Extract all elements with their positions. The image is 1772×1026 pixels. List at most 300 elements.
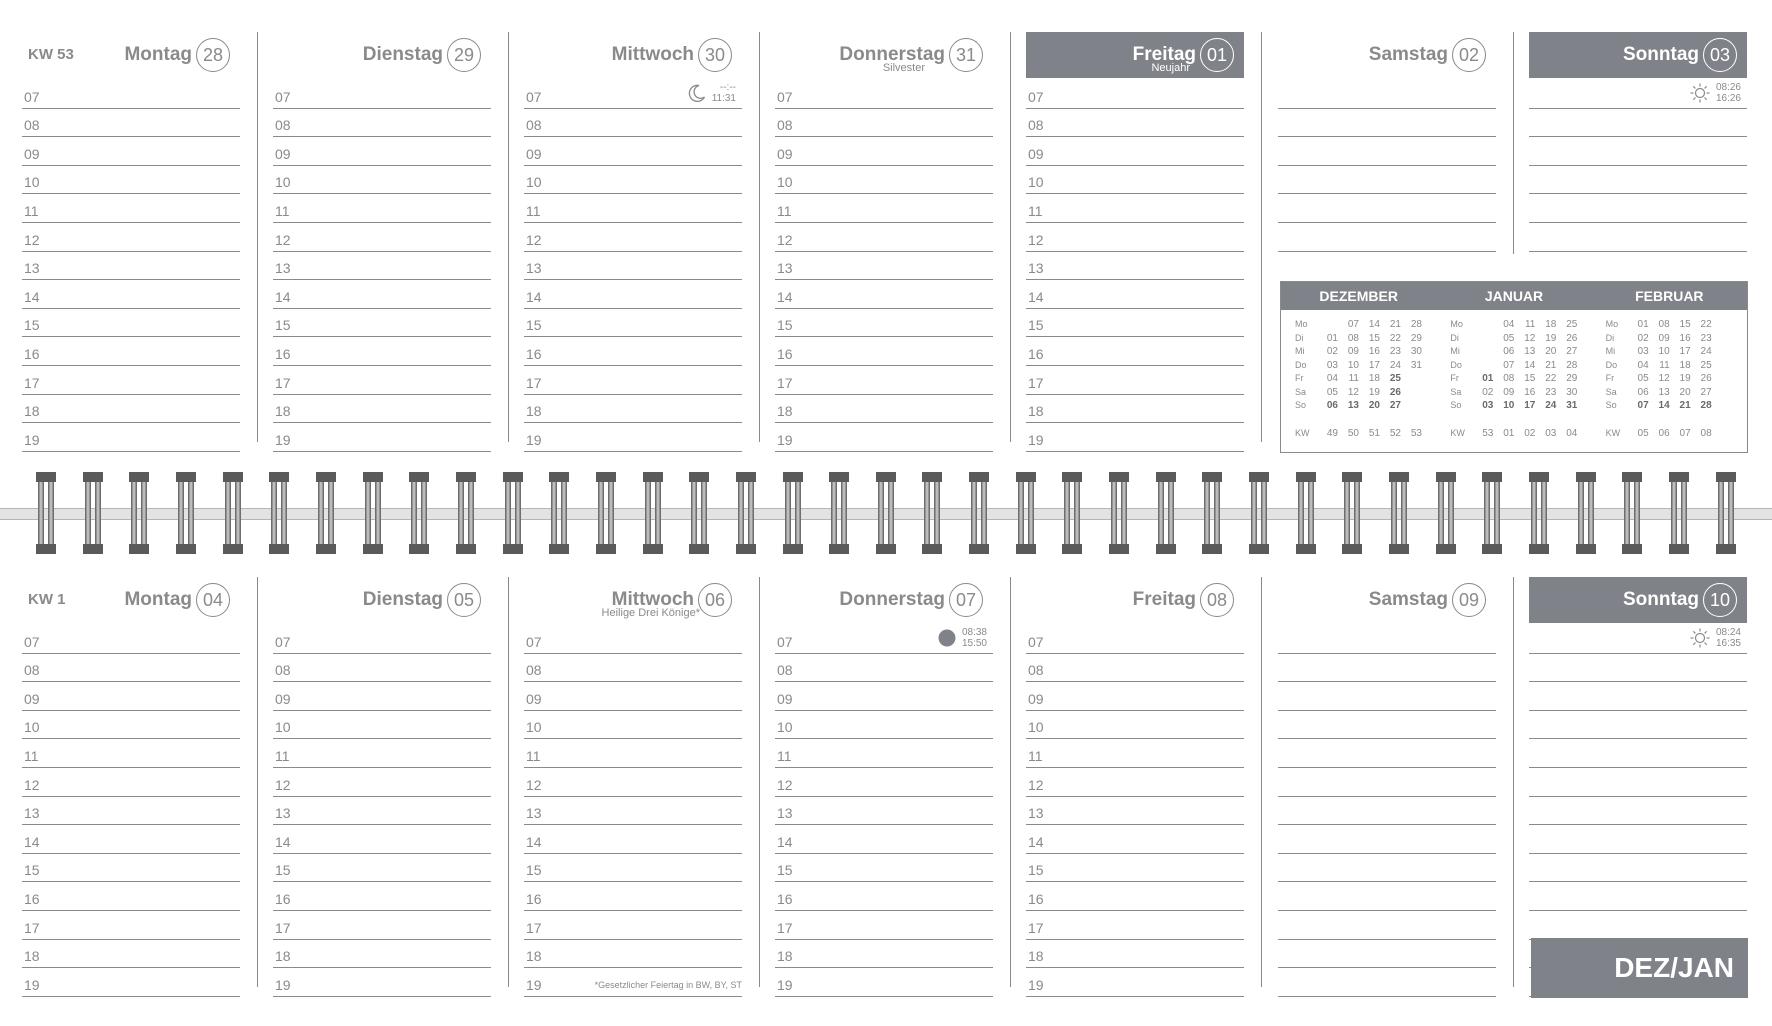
day-header bbox=[22, 32, 240, 78]
hour-line[interactable] bbox=[1026, 423, 1244, 452]
hour-line[interactable] bbox=[22, 223, 240, 252]
hour-label: 12 bbox=[777, 776, 793, 793]
hour-line[interactable] bbox=[1529, 194, 1747, 223]
hour-line[interactable] bbox=[273, 252, 491, 281]
hour-line[interactable] bbox=[775, 137, 993, 166]
hour-label: 17 bbox=[24, 919, 40, 936]
hour-line[interactable] bbox=[22, 768, 240, 797]
hour-label: 11 bbox=[526, 747, 541, 764]
day-column-freitag bbox=[1026, 32, 1244, 452]
hour-line[interactable] bbox=[1026, 166, 1244, 195]
hour-line[interactable] bbox=[22, 854, 240, 883]
hour-line[interactable] bbox=[524, 854, 742, 883]
hour-line[interactable] bbox=[22, 337, 240, 366]
date-cell: 14 bbox=[1524, 359, 1536, 371]
hour-line[interactable] bbox=[524, 309, 742, 338]
hour-line[interactable] bbox=[1278, 739, 1496, 768]
day-number: 07 bbox=[949, 583, 983, 617]
hour-line[interactable] bbox=[273, 940, 491, 969]
hour-label: 09 bbox=[526, 145, 542, 162]
hour-line[interactable] bbox=[1529, 882, 1747, 911]
hour-line[interactable] bbox=[775, 80, 993, 109]
hour-line[interactable] bbox=[1529, 768, 1747, 797]
hour-line[interactable] bbox=[273, 280, 491, 309]
hour-line[interactable] bbox=[22, 252, 240, 281]
sunrise-time: 08:26 bbox=[1715, 81, 1741, 93]
hour-line[interactable] bbox=[22, 137, 240, 166]
hour-line[interactable] bbox=[273, 366, 491, 395]
hour-line[interactable] bbox=[273, 797, 491, 826]
hour-line[interactable] bbox=[1026, 395, 1244, 424]
hour-line[interactable] bbox=[1529, 797, 1747, 826]
hour-line[interactable] bbox=[1026, 797, 1244, 826]
hour-line[interactable] bbox=[775, 654, 993, 683]
hour-line[interactable] bbox=[775, 423, 993, 452]
hour-line[interactable] bbox=[1026, 882, 1244, 911]
week-number-cell: 01 bbox=[1503, 427, 1515, 439]
hour-line[interactable] bbox=[775, 768, 993, 797]
binding-coil bbox=[596, 472, 616, 554]
hour-label: 19 bbox=[777, 976, 793, 993]
hour-line[interactable] bbox=[22, 423, 240, 452]
date-cell bbox=[1712, 359, 1733, 373]
hour-line[interactable] bbox=[273, 625, 491, 654]
hour-line[interactable] bbox=[1026, 109, 1244, 138]
hour-line[interactable] bbox=[775, 194, 993, 223]
date-cell: 11 bbox=[1524, 319, 1536, 330]
weekday-label: Sa bbox=[1450, 386, 1462, 397]
hour-line[interactable] bbox=[524, 366, 742, 395]
date-cell: 25 bbox=[1389, 373, 1401, 384]
weekday-row bbox=[1606, 332, 1747, 346]
hour-line[interactable] bbox=[524, 682, 742, 711]
date-cell: 19 bbox=[1368, 386, 1380, 398]
hour-line[interactable] bbox=[775, 109, 993, 138]
moon-time-1: 08:38 bbox=[961, 626, 987, 638]
hour-line[interactable] bbox=[1529, 166, 1747, 195]
day-number: 04 bbox=[196, 583, 230, 617]
hour-line[interactable] bbox=[1529, 739, 1747, 768]
hour-line[interactable] bbox=[273, 711, 491, 740]
hour-line[interactable] bbox=[1529, 80, 1747, 109]
date-cell bbox=[1472, 345, 1493, 359]
date-cell: 11 bbox=[1348, 373, 1359, 384]
hour-line[interactable] bbox=[1026, 825, 1244, 854]
hour-line[interactable] bbox=[22, 882, 240, 911]
hour-label: 08 bbox=[777, 117, 793, 134]
binding-coil bbox=[456, 472, 476, 554]
hour-line[interactable] bbox=[524, 137, 742, 166]
hour-line[interactable] bbox=[775, 223, 993, 252]
date-cell: 18 bbox=[1679, 359, 1691, 371]
hour-label: 07 bbox=[275, 88, 291, 105]
hour-label: 17 bbox=[1028, 374, 1044, 391]
sun-times bbox=[1690, 627, 1741, 649]
hour-line[interactable] bbox=[1278, 825, 1496, 854]
hour-label: 08 bbox=[1028, 662, 1044, 679]
hour-line[interactable] bbox=[1529, 825, 1747, 854]
hour-line[interactable] bbox=[1026, 654, 1244, 683]
sunset-time: 16:35 bbox=[1715, 637, 1741, 649]
hour-line[interactable] bbox=[1529, 109, 1747, 138]
hour-label: 19 bbox=[1028, 431, 1044, 448]
day-name: Mittwoch bbox=[611, 589, 694, 610]
date-cell: 04 bbox=[1637, 359, 1649, 371]
binding-coil bbox=[1342, 472, 1362, 554]
hour-label: 15 bbox=[275, 862, 291, 879]
hour-line[interactable] bbox=[22, 654, 240, 683]
hour-label: 12 bbox=[1028, 776, 1044, 793]
date-cell bbox=[1472, 332, 1493, 346]
date-cell bbox=[1712, 386, 1733, 400]
hour-line[interactable] bbox=[1529, 682, 1747, 711]
date-cell: 27 bbox=[1566, 346, 1578, 357]
date-cell: 08 bbox=[1503, 373, 1515, 384]
binding-coil bbox=[1529, 472, 1549, 554]
hour-line[interactable] bbox=[775, 337, 993, 366]
sunset-time: 16:26 bbox=[1715, 92, 1741, 104]
hour-label: 16 bbox=[777, 890, 793, 907]
hour-line[interactable] bbox=[524, 768, 742, 797]
day-column-donnerstag bbox=[775, 32, 993, 452]
hour-line[interactable] bbox=[1529, 854, 1747, 883]
date-cell: 02 bbox=[1326, 346, 1338, 357]
hour-line[interactable] bbox=[775, 309, 993, 338]
hour-line[interactable] bbox=[524, 825, 742, 854]
hour-line[interactable] bbox=[22, 395, 240, 424]
hour-line[interactable] bbox=[524, 223, 742, 252]
weekday-label: Sa bbox=[1605, 386, 1617, 397]
hour-line[interactable] bbox=[1278, 768, 1496, 797]
date-cell: 08 bbox=[1658, 319, 1670, 330]
hour-line[interactable] bbox=[273, 80, 491, 109]
hour-label: 09 bbox=[1028, 690, 1044, 707]
date-cell: 16 bbox=[1368, 346, 1380, 357]
hour-line[interactable] bbox=[273, 423, 491, 452]
hour-line[interactable] bbox=[775, 395, 993, 424]
hour-label: 18 bbox=[526, 403, 542, 420]
hour-label: 10 bbox=[777, 174, 793, 191]
hour-line[interactable] bbox=[775, 682, 993, 711]
hour-line[interactable] bbox=[1278, 223, 1496, 252]
hour-line[interactable] bbox=[1026, 223, 1244, 252]
hour-line[interactable] bbox=[1026, 711, 1244, 740]
hour-line[interactable] bbox=[1026, 968, 1244, 997]
hour-line[interactable] bbox=[524, 911, 742, 940]
hour-line[interactable] bbox=[1026, 854, 1244, 883]
week-number-cell bbox=[1712, 427, 1733, 441]
hour-line[interactable] bbox=[22, 682, 240, 711]
date-cell: 05 bbox=[1503, 332, 1515, 344]
weekday-label: Mi bbox=[1605, 346, 1616, 356]
hour-label: 18 bbox=[777, 948, 793, 965]
hour-line[interactable] bbox=[22, 625, 240, 654]
hour-line[interactable] bbox=[22, 940, 240, 969]
day-column-mittwoch bbox=[524, 32, 742, 452]
hour-line[interactable] bbox=[1529, 137, 1747, 166]
hour-label: 17 bbox=[526, 374, 542, 391]
week-number-cell: 06 bbox=[1658, 427, 1670, 439]
hour-line[interactable] bbox=[273, 166, 491, 195]
hour-line[interactable] bbox=[1026, 337, 1244, 366]
hour-label: 13 bbox=[1028, 260, 1044, 277]
week-number-cell: 04 bbox=[1566, 427, 1578, 439]
hour-label: 14 bbox=[24, 833, 40, 850]
day-column-samstag bbox=[1278, 577, 1496, 997]
hour-line[interactable] bbox=[524, 625, 742, 654]
hour-line[interactable] bbox=[1026, 682, 1244, 711]
hour-line[interactable] bbox=[775, 252, 993, 281]
hour-line[interactable] bbox=[1278, 968, 1496, 997]
hour-line[interactable] bbox=[1529, 223, 1747, 252]
hour-label: 15 bbox=[24, 317, 40, 334]
hour-line[interactable] bbox=[775, 825, 993, 854]
hour-line[interactable] bbox=[524, 739, 742, 768]
hour-line[interactable] bbox=[524, 109, 742, 138]
hour-line[interactable] bbox=[273, 309, 491, 338]
hour-line[interactable] bbox=[1026, 940, 1244, 969]
hour-label: 09 bbox=[1028, 145, 1044, 162]
weekday-row bbox=[1295, 372, 1436, 386]
hour-line[interactable] bbox=[775, 854, 993, 883]
hour-label: 17 bbox=[526, 919, 542, 936]
hour-line[interactable] bbox=[22, 825, 240, 854]
date-cell: 04 bbox=[1326, 373, 1338, 384]
day-header bbox=[1278, 577, 1496, 623]
hour-line[interactable] bbox=[775, 911, 993, 940]
hour-line[interactable] bbox=[1026, 137, 1244, 166]
day-column-mittwoch bbox=[524, 577, 742, 997]
hour-line[interactable] bbox=[524, 395, 742, 424]
hour-line[interactable] bbox=[1026, 252, 1244, 281]
date-cell: 21 bbox=[1545, 359, 1557, 371]
hour-line[interactable] bbox=[1278, 682, 1496, 711]
hour-line[interactable] bbox=[1529, 654, 1747, 683]
week-number-cell: 50 bbox=[1347, 427, 1359, 439]
hour-line[interactable] bbox=[775, 711, 993, 740]
hour-line[interactable] bbox=[273, 194, 491, 223]
column-divider bbox=[1010, 32, 1011, 442]
hour-label: 08 bbox=[275, 117, 291, 134]
hour-line[interactable] bbox=[1278, 854, 1496, 883]
date-cell: 06 bbox=[1326, 400, 1338, 411]
hour-line[interactable] bbox=[1026, 768, 1244, 797]
date-cell: 15 bbox=[1368, 332, 1380, 344]
hour-label: 11 bbox=[526, 202, 541, 219]
hour-line[interactable] bbox=[524, 968, 742, 997]
hour-label: 11 bbox=[24, 747, 39, 764]
hour-line[interactable] bbox=[22, 968, 240, 997]
hour-line[interactable] bbox=[1278, 940, 1496, 969]
hour-label: 10 bbox=[777, 719, 793, 736]
date-cell: 21 bbox=[1679, 400, 1691, 411]
hour-line[interactable] bbox=[273, 654, 491, 683]
hour-line[interactable] bbox=[22, 366, 240, 395]
hour-line[interactable] bbox=[22, 166, 240, 195]
hour-line[interactable] bbox=[273, 768, 491, 797]
date-cell: 27 bbox=[1389, 400, 1401, 411]
hour-line[interactable] bbox=[524, 80, 742, 109]
hour-line[interactable] bbox=[273, 739, 491, 768]
hour-line[interactable] bbox=[273, 854, 491, 883]
hour-line[interactable] bbox=[775, 797, 993, 826]
date-cell: 16 bbox=[1524, 386, 1536, 398]
hour-label: 16 bbox=[24, 890, 40, 907]
hour-line[interactable] bbox=[775, 366, 993, 395]
weekday-label: Mi bbox=[1295, 346, 1305, 356]
hour-line[interactable] bbox=[524, 280, 742, 309]
hour-line[interactable] bbox=[1278, 137, 1496, 166]
month-name: DEZEMBER bbox=[1319, 288, 1398, 304]
hour-line[interactable] bbox=[1278, 194, 1496, 223]
hour-label: 17 bbox=[1028, 919, 1044, 936]
hour-line[interactable] bbox=[524, 166, 742, 195]
hour-line[interactable] bbox=[775, 625, 993, 654]
date-cell: 07 bbox=[1347, 319, 1359, 330]
hour-line[interactable] bbox=[273, 137, 491, 166]
kw-label: KW bbox=[1295, 427, 1310, 438]
weekday-label: Sa bbox=[1295, 386, 1307, 397]
hour-line[interactable] bbox=[273, 109, 491, 138]
binding-coil bbox=[969, 472, 989, 554]
hour-line[interactable] bbox=[524, 711, 742, 740]
hour-line[interactable] bbox=[273, 223, 491, 252]
hour-line[interactable] bbox=[1278, 882, 1496, 911]
hour-line[interactable] bbox=[1026, 911, 1244, 940]
hour-label: 10 bbox=[275, 719, 291, 736]
weekday-row bbox=[1450, 345, 1591, 359]
hour-label: 19 bbox=[777, 431, 793, 448]
hour-line[interactable] bbox=[22, 711, 240, 740]
hour-line[interactable] bbox=[1026, 280, 1244, 309]
hour-line[interactable] bbox=[1278, 109, 1496, 138]
hour-line[interactable] bbox=[1026, 366, 1244, 395]
weekday-label: So bbox=[1450, 400, 1462, 410]
hour-line[interactable] bbox=[22, 109, 240, 138]
hour-label: 13 bbox=[526, 260, 542, 277]
hour-line[interactable] bbox=[273, 395, 491, 424]
hour-line[interactable] bbox=[1278, 80, 1496, 109]
kw-label: KW bbox=[1605, 427, 1621, 438]
hour-line[interactable] bbox=[524, 797, 742, 826]
weekday-label: Mo bbox=[1450, 319, 1463, 329]
hour-line[interactable] bbox=[1278, 711, 1496, 740]
hour-line[interactable] bbox=[273, 911, 491, 940]
hour-line[interactable] bbox=[273, 337, 491, 366]
date-cell: 05 bbox=[1637, 373, 1649, 384]
day-number: 03 bbox=[1703, 38, 1737, 72]
hour-line[interactable] bbox=[22, 194, 240, 223]
full-moon-icon bbox=[938, 629, 956, 647]
day-column-montag bbox=[22, 32, 240, 452]
hour-line[interactable] bbox=[1026, 194, 1244, 223]
hour-label: 14 bbox=[526, 833, 542, 850]
hour-label: 07 bbox=[526, 88, 542, 105]
hour-line[interactable] bbox=[22, 80, 240, 109]
hour-line[interactable] bbox=[524, 882, 742, 911]
date-cell bbox=[1712, 399, 1733, 413]
hour-line[interactable] bbox=[1026, 625, 1244, 654]
day-number: 02 bbox=[1452, 38, 1486, 72]
hour-label: 10 bbox=[1028, 719, 1044, 736]
day-header bbox=[1529, 577, 1747, 623]
binding-coil bbox=[549, 472, 569, 554]
hour-line[interactable] bbox=[1529, 911, 1747, 940]
weekday-label: Mo bbox=[1605, 319, 1619, 329]
hour-line[interactable] bbox=[22, 911, 240, 940]
date-cell bbox=[1712, 318, 1733, 332]
hour-line[interactable] bbox=[1278, 166, 1496, 195]
moon-time-1: --:-- bbox=[719, 81, 736, 93]
binding-coil bbox=[783, 472, 803, 554]
hour-line[interactable] bbox=[524, 252, 742, 281]
hour-line[interactable] bbox=[524, 337, 742, 366]
hour-line[interactable] bbox=[775, 968, 993, 997]
hour-line[interactable] bbox=[524, 654, 742, 683]
hour-line[interactable] bbox=[1026, 80, 1244, 109]
hour-label: 12 bbox=[1028, 231, 1044, 248]
hour-line[interactable] bbox=[273, 825, 491, 854]
hour-label: 15 bbox=[777, 317, 793, 334]
hour-line[interactable] bbox=[1278, 797, 1496, 826]
hour-label: 18 bbox=[275, 403, 291, 420]
holiday-label: Neujahr bbox=[1151, 62, 1190, 74]
hour-line[interactable] bbox=[775, 940, 993, 969]
hour-line[interactable] bbox=[1026, 309, 1244, 338]
hour-line[interactable] bbox=[524, 940, 742, 969]
hour-line[interactable] bbox=[273, 682, 491, 711]
hour-line[interactable] bbox=[1278, 654, 1496, 683]
hour-label: 07 bbox=[1028, 88, 1044, 105]
hour-line[interactable] bbox=[1026, 739, 1244, 768]
hour-label: 14 bbox=[24, 288, 40, 305]
day-name: Donnerstag bbox=[839, 44, 945, 65]
hour-line[interactable] bbox=[775, 280, 993, 309]
hour-line[interactable] bbox=[524, 194, 742, 223]
date-cell: 01 bbox=[1482, 373, 1494, 384]
hour-line[interactable] bbox=[22, 280, 240, 309]
hour-line[interactable] bbox=[524, 423, 742, 452]
hour-line[interactable] bbox=[273, 882, 491, 911]
hour-line[interactable] bbox=[1278, 625, 1496, 654]
date-cell: 26 bbox=[1700, 373, 1712, 384]
hour-label: 19 bbox=[1028, 976, 1044, 993]
date-cell: 13 bbox=[1658, 386, 1670, 398]
hour-line[interactable] bbox=[775, 882, 993, 911]
hour-line[interactable] bbox=[1278, 911, 1496, 940]
day-name: Freitag bbox=[1132, 44, 1196, 65]
hour-label: 16 bbox=[526, 345, 542, 362]
hour-line[interactable] bbox=[1529, 711, 1747, 740]
hour-label: 14 bbox=[275, 288, 291, 305]
hour-line[interactable] bbox=[273, 968, 491, 997]
date-cell: 24 bbox=[1700, 346, 1712, 357]
hour-line[interactable] bbox=[1529, 625, 1747, 654]
hour-line[interactable] bbox=[775, 739, 993, 768]
hour-line[interactable] bbox=[22, 309, 240, 338]
spiral-binding bbox=[0, 468, 1772, 558]
date-cell: 27 bbox=[1700, 386, 1712, 398]
date-cell: 03 bbox=[1482, 400, 1494, 411]
hour-label: 17 bbox=[275, 374, 291, 391]
date-cell bbox=[1401, 386, 1422, 400]
hour-label: 07 bbox=[1028, 633, 1044, 650]
hour-line[interactable] bbox=[775, 166, 993, 195]
hour-line[interactable] bbox=[22, 739, 240, 768]
hour-label: 12 bbox=[24, 776, 40, 793]
hour-line[interactable] bbox=[22, 797, 240, 826]
hour-label: 12 bbox=[275, 231, 291, 248]
